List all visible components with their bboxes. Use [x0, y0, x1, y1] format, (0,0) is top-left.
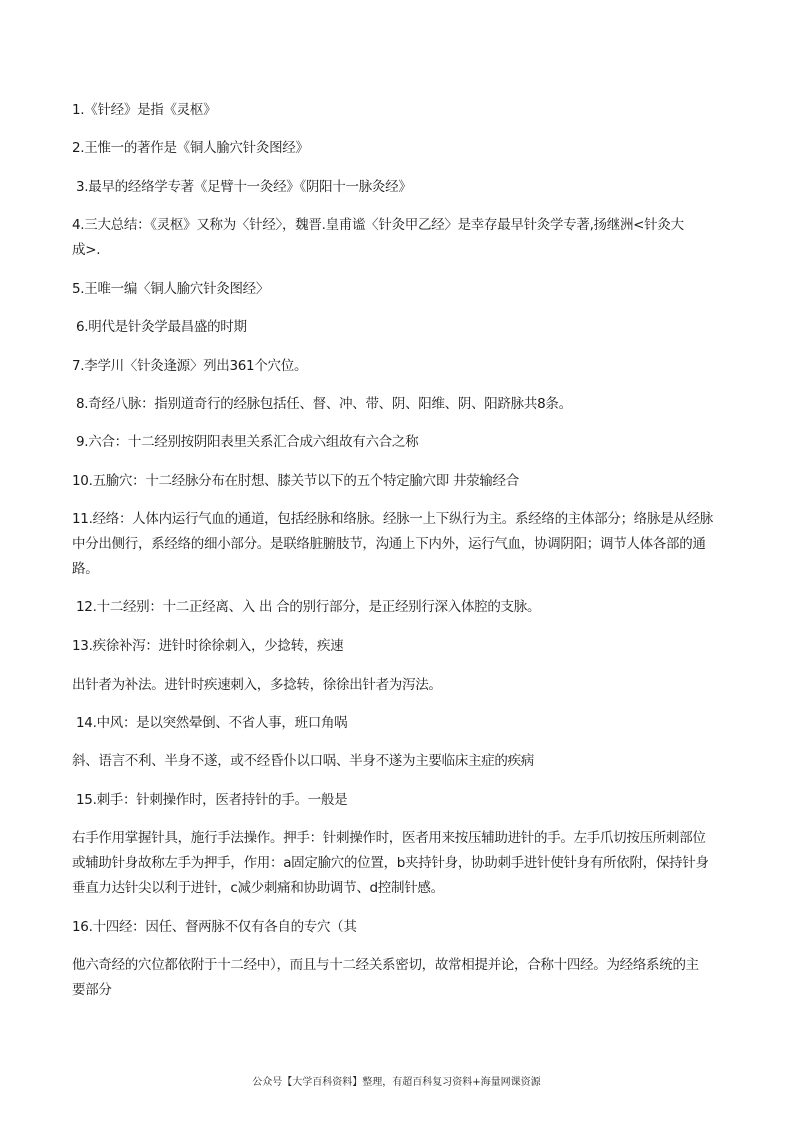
text-line: 6.明代是针灸学最昌盛的时期	[76, 319, 247, 335]
paragraph	[76, 315, 746, 340]
paragraph	[72, 277, 742, 302]
text-line: 3.最早的经络学专著《足臂十一灸经》《阴阳十一脉灸经》	[76, 179, 412, 195]
paragraph	[76, 430, 746, 455]
paragraph	[76, 392, 746, 417]
text-line: 8.奇经八脉：指别道奇行的经脉包括任、督、冲、带、阴、阳维、阴、阳跻脉共8条。	[76, 396, 572, 412]
text-line: 右手作用掌握针具，施行手法操作。押手：针刺操作时，医者用来按压辅助进针的手。左手爪切按压所刺部位	[72, 830, 706, 846]
text-line: 15.刺手：针刺操作时，医者持针的手。一般是	[76, 792, 348, 808]
paragraph	[72, 915, 742, 940]
text-line: 16.十四经：因任、督两脉不仅有各自的专穴（其	[72, 919, 357, 935]
paragraph	[72, 98, 742, 123]
text-line: 5.王唯一编〈铜人腧穴针灸图经〉	[72, 281, 270, 297]
text-line: 10.五腧穴：十二经脉分布在肘想、膝关节以下的五个特定腧穴即 井荥输经合	[72, 473, 519, 489]
paragraph	[72, 354, 742, 379]
paragraph	[72, 469, 742, 494]
paragraph	[72, 953, 742, 1003]
page-footer: 公众号【大学百科资料】整理，有超百科复习资料+海量网课资源	[252, 1077, 541, 1088]
text-line: 14.中风：是以突然晕倒、不省人事，班口角㖞	[76, 715, 348, 731]
paragraph	[72, 213, 742, 263]
text-line: 出针者为补法。进针时疾速刺入，多捻转，徐徐出针者为泻法。	[72, 677, 442, 693]
text-line: 9.六合：十二经别按阴阳表里关系汇合成六组故有六合之称	[76, 434, 419, 450]
text-line: 或辅助针身故称左手为押手，作用：a固定腧穴的位置，b夹持针身，协助刺手进针使针身有所依附，保持针身	[72, 855, 709, 871]
text-line: 1.《针经》是指《灵枢》	[72, 102, 217, 118]
text-line: 13.疾徐补泻：进针时徐徐刺入，少捻转，疾速	[72, 638, 344, 654]
text-line: 垂直力达针尖以利于进针，c减少刺痛和协助调节、d控制针感。	[72, 880, 444, 896]
paragraph	[72, 634, 742, 659]
text-line: 4.三大总结：《灵枢》又称为〈针经〉，魏晋.皇甫谧〈针灸甲乙经〉是幸存最早针灸学专著,扬继洲<针灸大	[72, 217, 684, 233]
paragraph	[72, 136, 742, 161]
paragraph	[76, 175, 746, 200]
text-line: 中分出侧行，系经络的细小部分。是联络脏腑肢节，沟通上下内外，运行气血，协调阴阳；调节人体各部的通	[72, 536, 706, 552]
paragraph	[72, 826, 742, 901]
text-line: 路。	[72, 561, 99, 577]
paragraph	[72, 673, 742, 698]
paragraph	[76, 595, 746, 620]
text-line: 要部分	[72, 982, 112, 998]
text-line: 他六奇经的穴位都依附于十二经中），而且与十二经关系密切，故常相提并论，合称十四经。为经络系统的主	[72, 957, 699, 973]
paragraph	[76, 788, 746, 813]
text-line: 成>.	[72, 242, 101, 258]
text-line: 11.经络：人体内运行气血的通道，包括经脉和络脉。经脉一上下纵行为主。系经络的主体部分；络脉是从经脉	[72, 511, 713, 527]
text-line: 2.王惟一的著作是《铜人腧穴针灸图经》	[72, 140, 309, 156]
paragraph	[76, 711, 746, 736]
text-line: 7.李学川〈针灸逢源〉列出361个穴位。	[72, 358, 308, 374]
paragraph	[72, 507, 742, 582]
text-line: 12.十二经别：十二正经离、入 出 合的别行部分，是正经别行深入体腔的支脉。	[76, 599, 541, 615]
paragraph	[72, 749, 742, 774]
text-line: 斜、语言不利、半身不遂，或不经昏仆以口㖞、半身不遂为主要临床主症的疾病	[72, 753, 534, 769]
